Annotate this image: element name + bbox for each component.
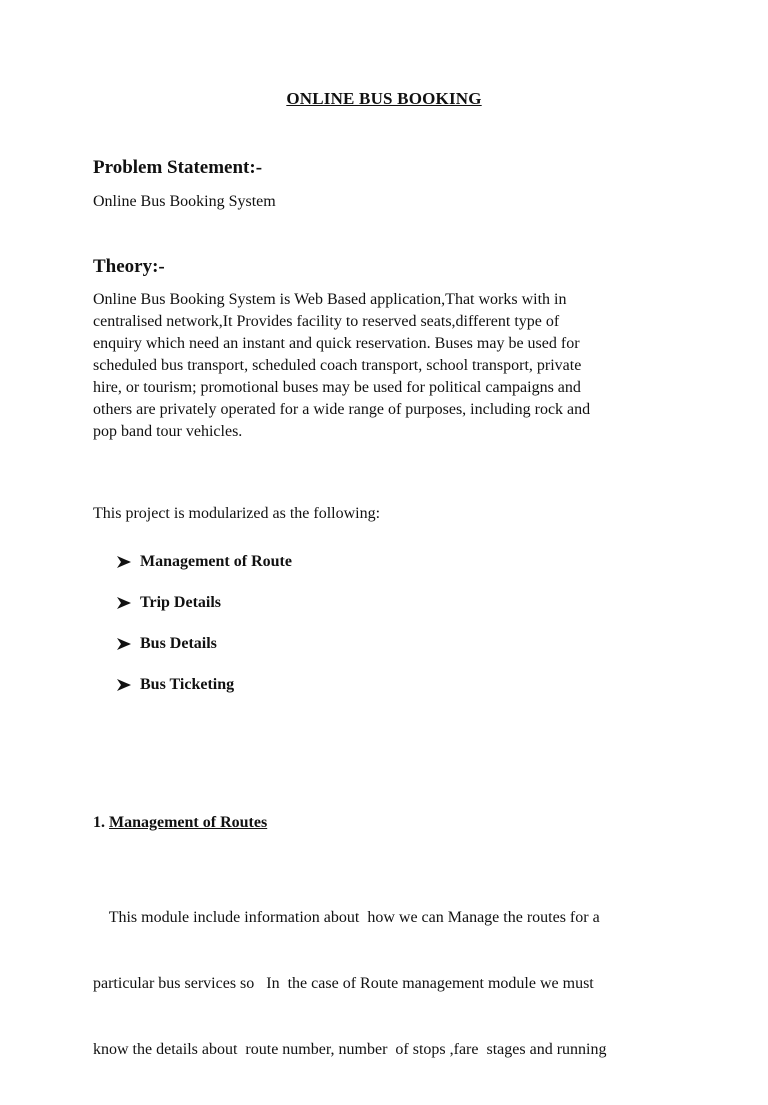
module-item-label: Bus Details [140,635,217,652]
module-item-label: Management of Route [140,553,292,570]
problem-statement-text: Online Bus Booking System [93,193,276,210]
module-list-item [116,635,217,653]
arrowhead-bullet-icon [116,555,132,569]
arrowhead-bullet-icon [116,596,132,610]
module-item-label: Bus Ticketing [140,676,235,693]
section-1-line: know the details about route number, number of stops ,fare stages and running [93,1041,607,1058]
arrowhead-bullet-icon [116,678,132,692]
arrowhead-bullet-icon [116,637,132,651]
theory-line: hire, or tourism; promotional buses may be used for political campaigns and [93,379,581,396]
module-list-item [116,676,234,694]
theory-line: Online Bus Booking System is Web Based application,That works with in [93,291,567,308]
document-title: ONLINE BUS BOOKING [286,89,482,108]
modules-intro: This project is modularized as the following: [93,505,381,522]
section-1-heading [93,814,267,832]
theory-line: others are privately operated for a wide range of purposes, including rock and [93,401,591,418]
module-list-item [116,553,292,571]
module-list-item [116,594,221,612]
problem-statement-heading: Problem Statement:- [93,157,263,178]
section-1-paragraph [93,863,673,1105]
theory-line: scheduled bus transport, scheduled coach transport, school transport, private [93,357,582,374]
section-1-title: Management of Routes [109,814,268,831]
theory-line: enquiry which need an instant and quick reservation. Buses may be used for [93,335,580,352]
section-1-number: 1. [93,814,105,831]
section-1-line: This module include information about how we can Manage the routes for a [93,909,600,926]
theory-line: pop band tour vehicles. [93,423,243,440]
module-item-label: Trip Details [140,594,222,611]
theory-paragraph [93,289,673,443]
theory-heading: Theory:- [93,256,165,277]
theory-line: centralised network,It Provides facility to reserved seats,different type of [93,313,560,330]
section-1-line: particular bus services so In the case of Route management module we must [93,975,594,992]
